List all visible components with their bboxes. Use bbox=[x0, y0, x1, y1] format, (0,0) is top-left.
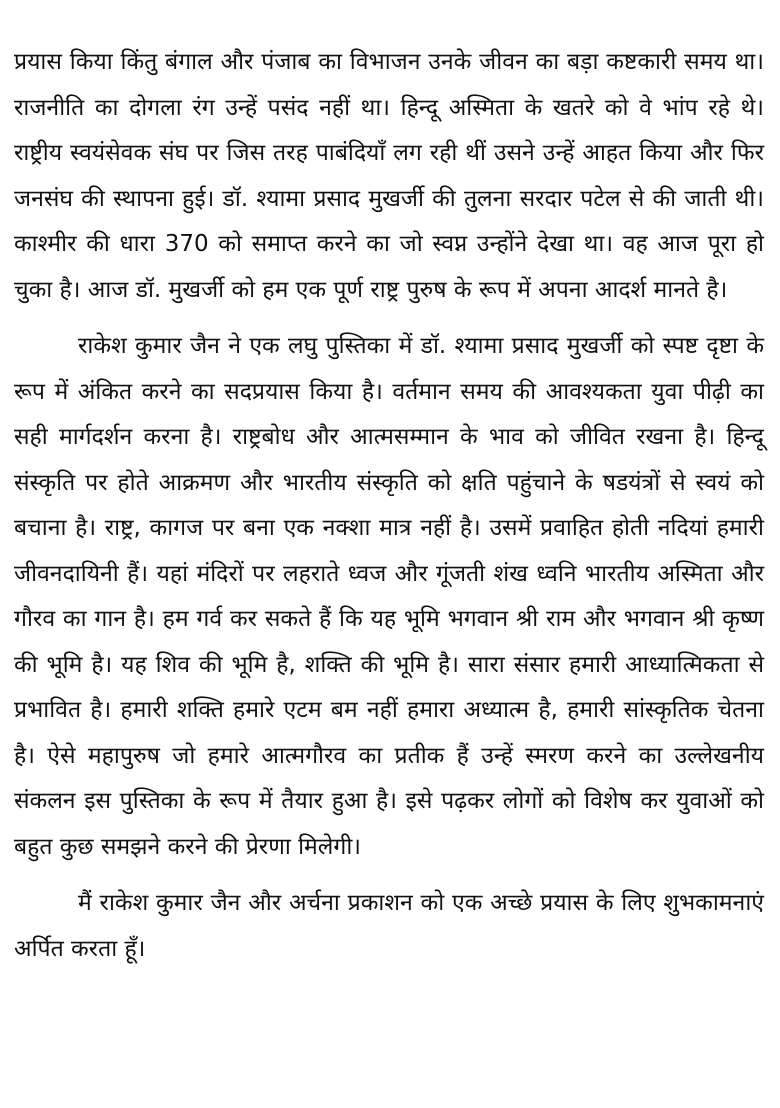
document-page bbox=[14, 40, 764, 972]
paragraph-booklet-description: राकेश कुमार जैन ने एक लघु पुस्तिका में डॉ. श्यामा प्रसाद मुखर्जी को स्पष्ट दृष्टा के रूप में अंकित करने का सदप्रयास किया है। वर्तमान समय की आवश्यकता युवा पीढ़ी का सही मार्गदर्शन करना है। राष्ट्रबोध और आत्मसम्मान के भाव को जीवित रखना है। हिन्दू संस्कृति पर होते आक्रमण और भारतीय संस्कृति को क्षति पहुंचाने के षडयंत्रों से स्वयं को बचाना है। राष्ट्र, कागज पर बना एक नक्शा मात्र नहीं है। उसमें प्रवाहित होती नदियां हमारी जीवनदायिनी हैं। यहां मंदिरों पर लहराते ध्वज और गूंजती शंख ध्वनि भारतीय अस्मिता और गौरव का गान है। हम गर्व कर सकते हैं कि यह भूमि भगवान श्री राम और भगवान श्री कृष्ण की भूमि है। यह शिव की भूमि है, शक्ति की भूमि है। सारा संसार हमारी आध्यात्मिकता से प्रभावित है। हमारी शक्ति हमारे एटम बम नहीं हमारा अध्यात्म है, हमारी सांस्कृतिक चेतना है। ऐसे महापुरुष जो हमारे आत्मगौरव का प्रतीक हैं उन्हें स्मरण करने का उल्लेखनीय संकलन इस पुस्तिका के रूप में तैयार हुआ है। इसे पढ़कर लोगों को विशेष कर युवाओं को बहुत कुछ समझने करने की प्रेरणा मिलेगी। bbox=[14, 333, 764, 860]
paragraph-continuation: प्रयास किया किंतु बंगाल और पंजाब का विभाजन उनके जीवन का बड़ा कष्टकारी समय था। राजनीति का दोगला रंग उन्हें पसंद नहीं था। हिन्दू अस्मिता के खतरे को वे भांप रहे थे। राष्ट्रीय स्वयंसेवक संघ पर जिस तरह पाबंदियाँ लग रही थीं उसने उन्हें आहत किया और फिर जनसंघ की स्थापना हुई। डॉ. श्यामा प्रसाद मुखर्जी की तुलना सरदार पटेल से की जाती थी। काश्मीर की धारा 370 को समाप्त करने का जो स्वप्न उन्होंने देखा था। वह आज पूरा हो चुका है। आज डॉ. मुखर्जी को हम एक पूर्ण राष्ट्र पुरुष के रूप में अपना आदर्श मानते है। bbox=[14, 49, 764, 303]
paragraph-closing-wishes: मैं राकेश कुमार जैन और अर्चना प्रकाशन को एक अच्छे प्रयास के लिए शुभकामनाएं अर्पित करता हूँ। bbox=[14, 890, 764, 962]
